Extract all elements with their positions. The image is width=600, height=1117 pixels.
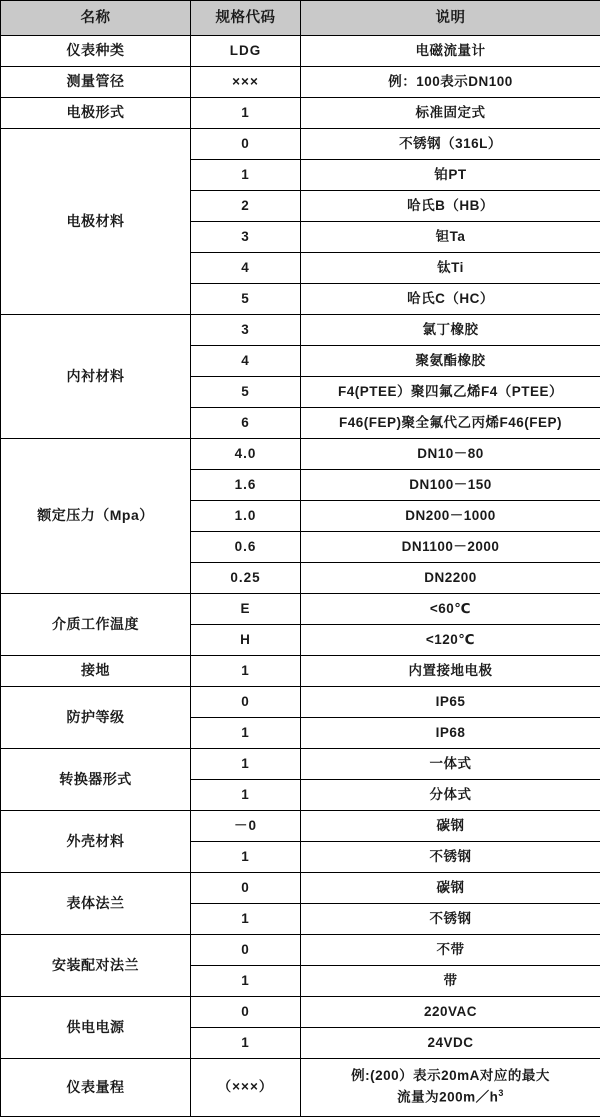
row-description: IP68 xyxy=(301,718,600,749)
row-description: 聚氨酯橡胶 xyxy=(301,346,600,377)
row-name: 接地 xyxy=(1,656,191,687)
table-row xyxy=(1,687,600,718)
row-description: 碳钢 xyxy=(301,873,600,904)
row-description: 钛Ti xyxy=(301,253,600,284)
row-code: 1 xyxy=(191,904,301,935)
row-description: 不锈钢 xyxy=(301,842,600,873)
row-code: 0.6 xyxy=(191,532,301,563)
row-name: 电极材料 xyxy=(1,129,191,315)
row-description-superscript: 3 xyxy=(498,1088,504,1098)
row-name: 内衬材料 xyxy=(1,315,191,439)
row-code: 1 xyxy=(191,842,301,873)
row-description: 钽Ta xyxy=(301,222,600,253)
row-description-line2 xyxy=(305,1087,596,1108)
table-body xyxy=(1,36,600,1117)
row-name: 表体法兰 xyxy=(1,873,191,935)
row-description-line1: 例:(200）表示20mA对应的最大 xyxy=(305,1066,596,1087)
row-name: 仪表量程 xyxy=(1,1059,191,1117)
table-row xyxy=(1,315,600,346)
row-description: IP65 xyxy=(301,687,600,718)
row-code: 4 xyxy=(191,253,301,284)
row-code: 3 xyxy=(191,315,301,346)
row-code: 1 xyxy=(191,780,301,811)
row-description: 不锈钢（316L） xyxy=(301,129,600,160)
row-code: 1 xyxy=(191,160,301,191)
table-row xyxy=(1,98,600,129)
row-code: 4.0 xyxy=(191,439,301,470)
row-code: 1 xyxy=(191,1028,301,1059)
row-description: 标准固定式 xyxy=(301,98,600,129)
row-description: 内置接地电极 xyxy=(301,656,600,687)
row-code: 2 xyxy=(191,191,301,222)
table-row xyxy=(1,1059,600,1117)
row-code: 1.6 xyxy=(191,470,301,501)
row-code: 5 xyxy=(191,284,301,315)
row-description xyxy=(301,1059,600,1117)
row-code: 0.25 xyxy=(191,563,301,594)
row-description: 带 xyxy=(301,966,600,997)
row-description: DN200－1000 xyxy=(301,501,600,532)
row-description: 一体式 xyxy=(301,749,600,780)
row-name: 介质工作温度 xyxy=(1,594,191,656)
row-description: 哈氏C（HC） xyxy=(301,284,600,315)
row-code: 1 xyxy=(191,98,301,129)
row-code: 0 xyxy=(191,687,301,718)
table-header-row xyxy=(1,1,600,36)
table-row xyxy=(1,656,600,687)
row-code: 0 xyxy=(191,129,301,160)
row-description: 哈氏B（HB） xyxy=(301,191,600,222)
row-description: 24VDC xyxy=(301,1028,600,1059)
header-code: 规格代码 xyxy=(191,1,301,36)
row-name: 仪表种类 xyxy=(1,36,191,67)
row-description: 不带 xyxy=(301,935,600,966)
row-code: H xyxy=(191,625,301,656)
row-name: 测量管径 xyxy=(1,67,191,98)
row-description: 电磁流量计 xyxy=(301,36,600,67)
row-description: F4(PTEE）聚四氟乙烯F4（PTEE） xyxy=(301,377,600,408)
row-code: 5 xyxy=(191,377,301,408)
row-code: 1 xyxy=(191,656,301,687)
row-name: 额定压力（Mpa） xyxy=(1,439,191,594)
row-description: 氯丁橡胶 xyxy=(301,315,600,346)
row-description: 分体式 xyxy=(301,780,600,811)
row-description: <120℃ xyxy=(301,625,600,656)
row-code: 0 xyxy=(191,873,301,904)
table-row xyxy=(1,594,600,625)
row-description-line2-text: 流量为200m／h xyxy=(397,1090,498,1105)
row-code: LDG xyxy=(191,36,301,67)
row-description: DN10－80 xyxy=(301,439,600,470)
table-row xyxy=(1,811,600,842)
header-description: 说明 xyxy=(301,1,600,36)
row-name: 转换器形式 xyxy=(1,749,191,811)
row-code: 1 xyxy=(191,749,301,780)
row-code: （×××） xyxy=(191,1059,301,1117)
row-description: 碳钢 xyxy=(301,811,600,842)
row-name: 供电电源 xyxy=(1,997,191,1059)
header-name: 名称 xyxy=(1,1,191,36)
row-code: 6 xyxy=(191,408,301,439)
row-name: 外壳材料 xyxy=(1,811,191,873)
row-description: 例：100表示DN100 xyxy=(301,67,600,98)
row-description: DN100－150 xyxy=(301,470,600,501)
row-description: <60℃ xyxy=(301,594,600,625)
row-code: 0 xyxy=(191,997,301,1028)
row-description: 不锈钢 xyxy=(301,904,600,935)
row-code: 0 xyxy=(191,935,301,966)
row-code: 1 xyxy=(191,718,301,749)
table-row xyxy=(1,935,600,966)
row-code: －0 xyxy=(191,811,301,842)
row-name: 电极形式 xyxy=(1,98,191,129)
row-description: 铂PT xyxy=(301,160,600,191)
table-row xyxy=(1,873,600,904)
row-description: F46(FEP)聚全氟代乙丙烯F46(FEP) xyxy=(301,408,600,439)
row-description: DN1100－2000 xyxy=(301,532,600,563)
row-code: 1 xyxy=(191,966,301,997)
table-header xyxy=(1,1,600,36)
row-name: 安装配对法兰 xyxy=(1,935,191,997)
row-code: 3 xyxy=(191,222,301,253)
table-row xyxy=(1,439,600,470)
row-code: ××× xyxy=(191,67,301,98)
table-row xyxy=(1,129,600,160)
row-code: 4 xyxy=(191,346,301,377)
row-description: 220VAC xyxy=(301,997,600,1028)
row-code: 1.0 xyxy=(191,501,301,532)
row-description: DN2200 xyxy=(301,563,600,594)
table-row xyxy=(1,997,600,1028)
row-name: 防护等级 xyxy=(1,687,191,749)
table-row xyxy=(1,36,600,67)
table-row xyxy=(1,749,600,780)
table-row xyxy=(1,67,600,98)
row-code: E xyxy=(191,594,301,625)
